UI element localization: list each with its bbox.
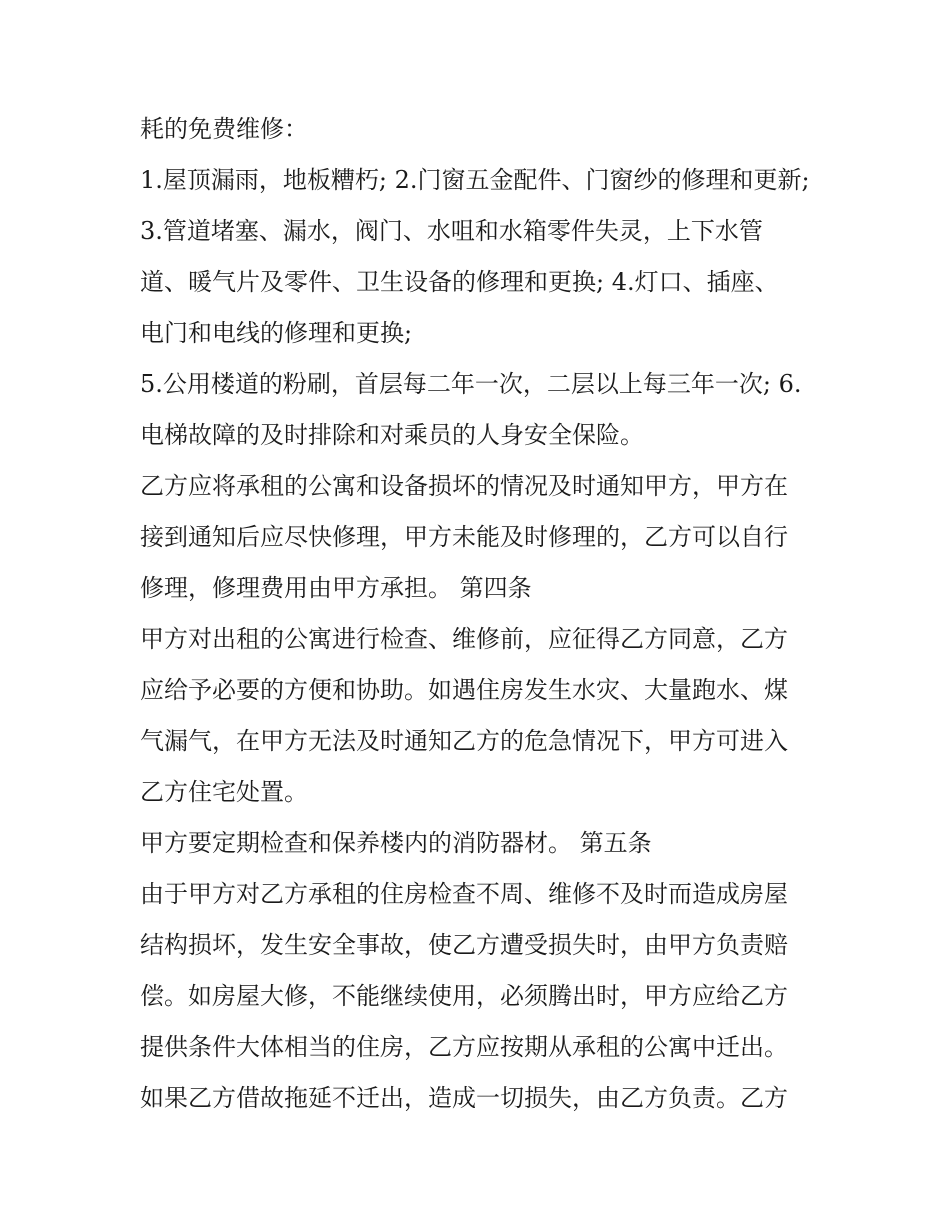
text-line-1: 耗的免费维修： [140, 115, 308, 143]
text-line-16: 由于甲方对乙方承租的住房检查不周、维修不及时而造成房屋 [140, 880, 788, 908]
text-line-11: 甲方对出租的公寓进行检查、维修前，应征得乙方同意，乙方 [140, 625, 788, 653]
text-line-19: 提供条件大体相当的住房，乙方应按期从承租的公寓中迁出。 [140, 1033, 788, 1061]
text-line-17: 结构损坏，发生安全事故，使乙方遭受损失时，由甲方负责赔 [140, 931, 788, 959]
text-line-20: 如果乙方借故拖延不迁出，造成一切损失，由乙方负责。乙方 [140, 1084, 788, 1112]
text-line-9: 接到通知后应尽快修理，甲方未能及时修理的，乙方可以自行 [140, 523, 788, 551]
text-line-18: 偿。如房屋大修，不能继续使用，必须腾出时，甲方应给乙方 [140, 982, 788, 1010]
text-line-3: 3.管道堵塞、漏水，阀门、水咀和水箱零件失灵，上下水管 [140, 217, 763, 245]
text-line-10: 修理，修理费用由甲方承担。 第四条 [140, 574, 532, 602]
text-line-8: 乙方应将承租的公寓和设备损坏的情况及时通知甲方，甲方在 [140, 472, 788, 500]
text-line-13: 气漏气，在甲方无法及时通知乙方的危急情况下，甲方可进入 [140, 727, 788, 755]
text-line-6: 5.公用楼道的粉刷，首层每二年一次，二层以上每三年一次; 6. [140, 370, 802, 398]
text-line-7: 电梯故障的及时排除和对乘员的人身安全保险。 [140, 421, 644, 449]
text-line-4: 道、暖气片及零件、卫生设备的修理和更换; 4.灯口、插座、 [140, 268, 779, 296]
text-line-12: 应给予必要的方便和协助。如遇住房发生水灾、大量跑水、煤 [140, 676, 788, 704]
text-line-5: 电门和电线的修理和更换; [140, 319, 413, 347]
text-line-15: 甲方要定期检查和保养楼内的消防器材。 第五条 [140, 829, 652, 857]
text-line-2: 1.屋顶漏雨，地板糟朽; 2.门窗五金配件、门窗纱的修理和更新; [140, 166, 810, 194]
text-line-14: 乙方住宅处置。 [140, 778, 308, 806]
document-body [140, 104, 830, 1124]
